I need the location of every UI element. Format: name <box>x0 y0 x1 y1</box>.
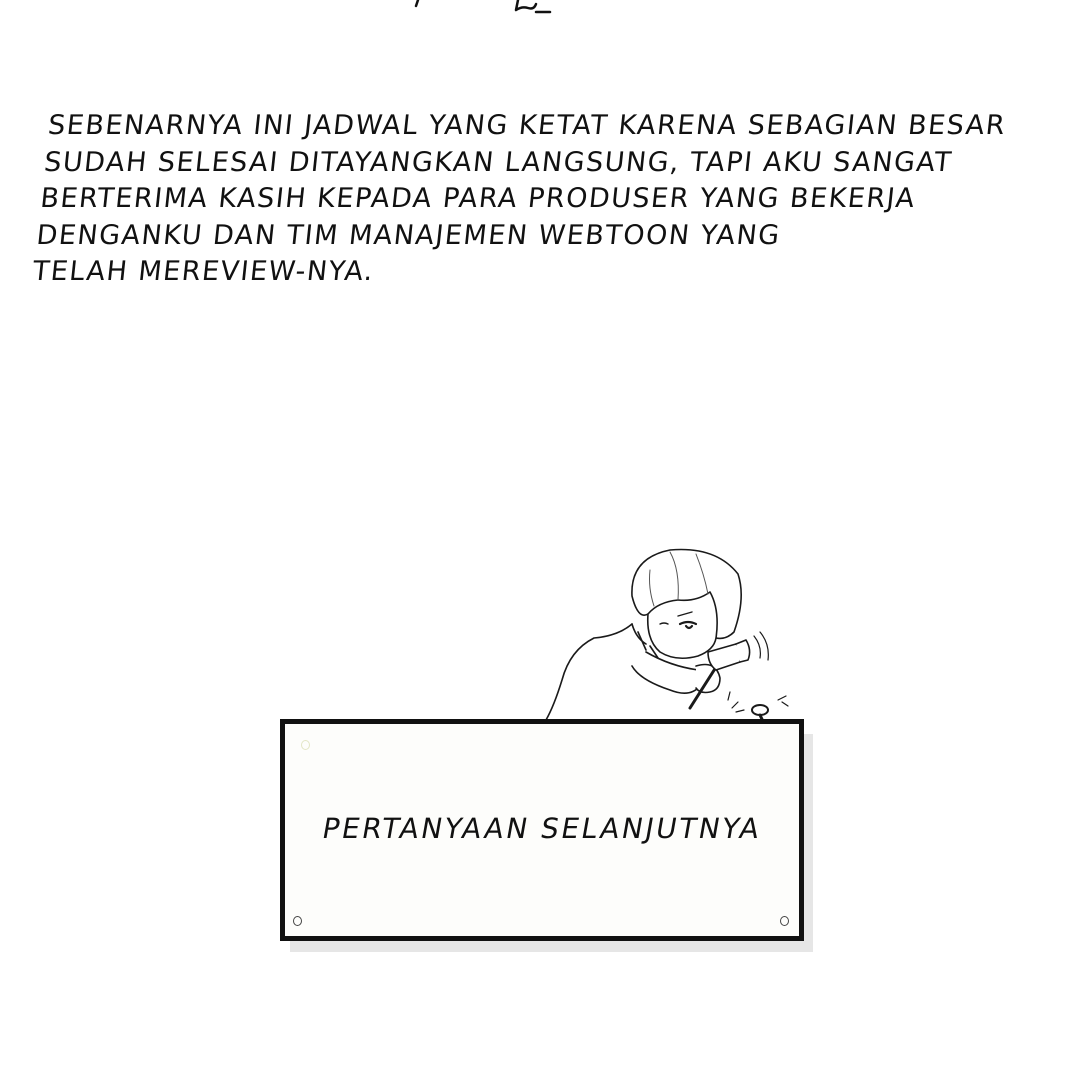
character-body <box>546 624 632 720</box>
nail-hole-icon <box>301 740 310 750</box>
author-note <box>31 108 1030 291</box>
character-illustration <box>520 540 800 730</box>
author-note-line: TELAH MEREVIEW-NYA. <box>31 256 376 287</box>
impact-sparkle <box>728 692 744 712</box>
character-eye <box>680 622 696 624</box>
character-arm <box>632 652 703 693</box>
character-eyebrow <box>678 612 692 616</box>
author-note-line: BERTERIMA KASIH KEPADA PARA PRODUSER YANG BEKERJA <box>38 183 918 214</box>
character-face <box>648 614 716 658</box>
sign-label: PERTANYAAN SELANJUTNYA <box>319 812 765 845</box>
next-question-sign <box>280 719 804 941</box>
author-note-line: SEBENARNYA INI JADWAL YANG KETAT KARENA SEBAGIAN BESAR <box>46 110 1008 141</box>
author-note-line: SUDAH SELESAI DITAYANGKAN LANGSUNG, TAPI AKU SANGAT <box>42 146 955 178</box>
nail-hole-icon <box>780 916 789 926</box>
top-scribble-fragment <box>400 0 580 20</box>
author-note-line: DENGANKU DAN TIM MANAJEMEN WEBTOON YANG <box>35 219 783 251</box>
nail-hole-icon <box>293 916 302 926</box>
